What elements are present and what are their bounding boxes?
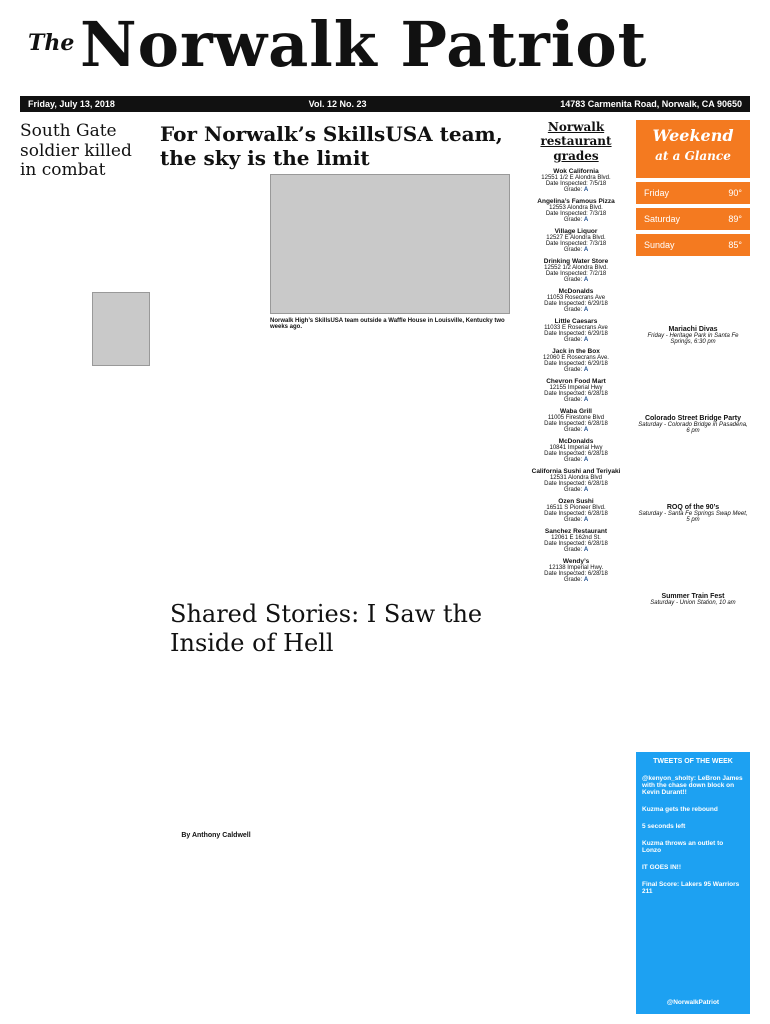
restaurant-address: 11005 Firestone Blvd bbox=[547, 415, 605, 422]
restaurant-name: McDonalds bbox=[558, 438, 594, 446]
restaurant-grade: Grade: A bbox=[563, 187, 589, 194]
restaurant-entry bbox=[520, 168, 632, 193]
restaurant-address: 11033 E Rosecrans Ave bbox=[544, 325, 608, 332]
restaurant-inspected: Date Inspected: 6/29/18 bbox=[544, 331, 608, 338]
restaurant-grade: Grade: A bbox=[563, 487, 589, 494]
restaurant-grade: Grade: A bbox=[563, 427, 589, 434]
restaurant-address: 12553 Alondra Blvd. bbox=[549, 205, 603, 212]
restaurant-grade: Grade: A bbox=[563, 577, 589, 584]
restaurant-address: 12527 E Alondra Blvd. bbox=[546, 235, 606, 242]
weather-day-name: Saturday bbox=[644, 214, 681, 224]
restaurant-name: Waba Grill bbox=[560, 408, 592, 416]
restaurant-entry bbox=[520, 318, 632, 343]
tweet: Kuzma gets the rebound bbox=[642, 806, 718, 813]
restaurant-address: 12552 1/2 Alondra Blvd. bbox=[544, 265, 608, 272]
restaurant-entry bbox=[520, 378, 632, 403]
restaurant-inspected: Date Inspected: 7/3/18 bbox=[545, 241, 607, 248]
restaurant-entry bbox=[520, 228, 632, 253]
restaurant-name: Village Liquor bbox=[554, 228, 598, 236]
tweet: Final Score: Lakers 95 Warriors 211 bbox=[642, 881, 740, 895]
restaurant-inspected: Date Inspected: 7/3/18 bbox=[545, 211, 607, 218]
weather-day bbox=[636, 234, 750, 256]
restaurant-entry bbox=[520, 288, 632, 313]
restaurant-entry bbox=[520, 258, 632, 283]
issue-volume: Vol. 12 No. 23 bbox=[308, 99, 367, 109]
restaurant-name: Wendy’s bbox=[562, 558, 590, 566]
weekend-header bbox=[636, 120, 750, 178]
weekend-subtitle: at a Glance bbox=[655, 149, 731, 163]
restaurant-name: Wok California bbox=[553, 168, 599, 176]
restaurant-inspected: Date Inspected: 6/28/18 bbox=[544, 421, 608, 428]
masthead-title: Norwalk Patriot bbox=[80, 8, 648, 81]
restaurant-name: California Sushi and Teriyaki bbox=[531, 468, 621, 476]
weather-day-name: Friday bbox=[644, 188, 670, 198]
story-shared-headline: Shared Stories: I Saw the Inside of Hell bbox=[170, 600, 483, 657]
restaurant-address: 12155 Imperial Hwy bbox=[549, 385, 603, 392]
weather-day bbox=[636, 182, 750, 204]
tweets-of-the-week bbox=[636, 752, 750, 1014]
restaurant-address: 16511 S Pioneer Blvd. bbox=[546, 505, 606, 512]
restaurant-grades-title: Norwalk restaurant grades bbox=[540, 120, 612, 163]
event-detail: Saturday - Santa Fe Springs Swap Meet, 5 pm bbox=[638, 511, 748, 523]
story-soldier-headline: South Gate soldier killed in combat bbox=[20, 121, 132, 181]
restaurant-inspected: Date Inspected: 6/28/18 bbox=[544, 451, 608, 458]
soldier-photo bbox=[92, 292, 150, 366]
restaurant-grade: Grade: A bbox=[563, 517, 589, 524]
weather-days bbox=[636, 182, 750, 256]
masthead-the: The bbox=[28, 30, 75, 56]
tweet: 5 seconds left bbox=[642, 823, 686, 830]
restaurant-address: 12531 Alondra Blvd bbox=[549, 475, 603, 482]
restaurant-entry bbox=[520, 528, 632, 553]
restaurant-inspected: Date Inspected: 6/29/18 bbox=[544, 301, 608, 308]
restaurant-grade: Grade: A bbox=[563, 277, 589, 284]
tweet: Kuzma throws an outlet to Lonzo bbox=[642, 840, 724, 854]
dateline-bar bbox=[20, 96, 750, 112]
event-detail: Friday - Heritage Park in Santa Fe Springs, 6:30 pm bbox=[647, 333, 739, 345]
restaurant-address: 12060 E Rosecrans Ave. bbox=[543, 355, 609, 362]
restaurant-entry bbox=[520, 498, 632, 523]
event-detail: Saturday - Union Station, 10 am bbox=[650, 600, 736, 606]
weekend-title: Weekend bbox=[652, 126, 734, 145]
restaurant-entry bbox=[520, 558, 632, 583]
restaurant-name: Angelina’s Famous Pizza bbox=[537, 198, 615, 206]
event-title: ROQ of the 90’s bbox=[666, 504, 720, 511]
weekend-event bbox=[636, 326, 750, 345]
weekend-events bbox=[636, 326, 750, 606]
skillsusa-photo-caption: Norwalk High’s SkillsUSA team outside a Waffle House in Louisville, Kentucky two weeks ago. bbox=[270, 318, 505, 330]
restaurant-name: Drinking Water Store bbox=[543, 258, 609, 266]
restaurant-entry bbox=[520, 348, 632, 373]
restaurant-grade: Grade: A bbox=[563, 457, 589, 464]
restaurant-address: 12551 1/2 E Alondra Blvd. bbox=[541, 175, 611, 182]
restaurant-inspected: Date Inspected: 6/29/18 bbox=[544, 361, 608, 368]
restaurant-entry bbox=[520, 198, 632, 223]
restaurant-name: Jack in the Box bbox=[552, 348, 600, 356]
weather-day-name: Sunday bbox=[644, 240, 675, 250]
masthead bbox=[20, 8, 750, 88]
restaurant-entry bbox=[520, 408, 632, 433]
restaurant-grade: Grade: A bbox=[563, 337, 589, 344]
restaurant-grade: Grade: A bbox=[563, 247, 589, 254]
weekend-event bbox=[636, 504, 750, 523]
restaurant-grade: Grade: A bbox=[563, 217, 589, 224]
event-detail: Saturday - Colorado Bridge in Pasadena, 6 pm bbox=[638, 422, 748, 434]
restaurant-inspected: Date Inspected: 6/28/18 bbox=[544, 481, 608, 488]
issue-date: Friday, July 13, 2018 bbox=[28, 99, 115, 109]
event-title: Mariachi Divas bbox=[668, 326, 718, 333]
restaurant-grade: Grade: A bbox=[563, 397, 589, 404]
restaurant-grade: Grade: A bbox=[563, 307, 589, 314]
restaurant-name: Chevron Food Mart bbox=[546, 378, 606, 386]
restaurant-address: 12061 E 162nd St. bbox=[551, 535, 601, 542]
story-shared-byline: By Anthony Caldwell bbox=[181, 832, 251, 839]
publisher-address: 14783 Carmenita Road, Norwalk, CA 90650 bbox=[560, 99, 742, 109]
restaurant-name: McDonalds bbox=[558, 288, 594, 296]
tweets-title: TWEETS OF THE WEEK bbox=[653, 758, 733, 765]
restaurant-grades bbox=[520, 120, 632, 583]
weekend-at-a-glance bbox=[636, 120, 750, 606]
restaurant-entry bbox=[520, 468, 632, 493]
weather-day bbox=[636, 208, 750, 230]
restaurant-name: Sanchez Restaurant bbox=[544, 528, 608, 536]
weather-day-temp: 85° bbox=[728, 240, 742, 250]
restaurant-entry bbox=[520, 438, 632, 463]
tweet: @kenyon_sholty: LeBron James with the chase down block on Kevin Durant!! bbox=[642, 775, 743, 796]
story-shared-stories bbox=[170, 600, 510, 839]
restaurant-inspected: Date Inspected: 7/2/18 bbox=[545, 271, 607, 278]
weekend-event bbox=[636, 415, 750, 434]
restaurant-address: 10841 Imperial Hwy bbox=[549, 445, 603, 452]
weekend-event bbox=[636, 593, 750, 606]
restaurant-grade: Grade: A bbox=[563, 547, 589, 554]
story-skillsusa bbox=[160, 122, 512, 330]
event-title: Colorado Street Bridge Party bbox=[644, 415, 742, 422]
restaurant-inspected: Date Inspected: 6/28/18 bbox=[544, 391, 608, 398]
restaurant-address: 11053 Rosecrans Ave bbox=[546, 295, 606, 302]
restaurant-inspected: Date Inspected: 6/28/18 bbox=[544, 571, 608, 578]
restaurant-list bbox=[520, 168, 632, 583]
skillsusa-photo bbox=[270, 174, 510, 314]
restaurant-address: 12138 Imperial Hwy. bbox=[548, 565, 604, 572]
tweet-list bbox=[642, 775, 744, 895]
event-title: Summer Train Fest bbox=[661, 593, 725, 600]
tweet: IT GOES IN!! bbox=[642, 864, 681, 871]
story-soldier bbox=[20, 122, 152, 181]
story-skillsusa-headline: For Norwalk’s SkillsUSA team, the sky is the limit bbox=[160, 122, 503, 170]
restaurant-inspected: Date Inspected: 7/5/18 bbox=[545, 181, 607, 188]
restaurant-inspected: Date Inspected: 6/28/18 bbox=[544, 511, 608, 518]
restaurant-inspected: Date Inspected: 6/28/18 bbox=[544, 541, 608, 548]
weather-day-temp: 90° bbox=[728, 188, 742, 198]
twitter-handle[interactable]: @NorwalkPatriot bbox=[666, 999, 720, 1006]
restaurant-name: Ozen Sushi bbox=[558, 498, 594, 506]
restaurant-name: Little Caesars bbox=[554, 318, 598, 326]
restaurant-grade: Grade: A bbox=[563, 367, 589, 374]
weather-day-temp: 89° bbox=[728, 214, 742, 224]
